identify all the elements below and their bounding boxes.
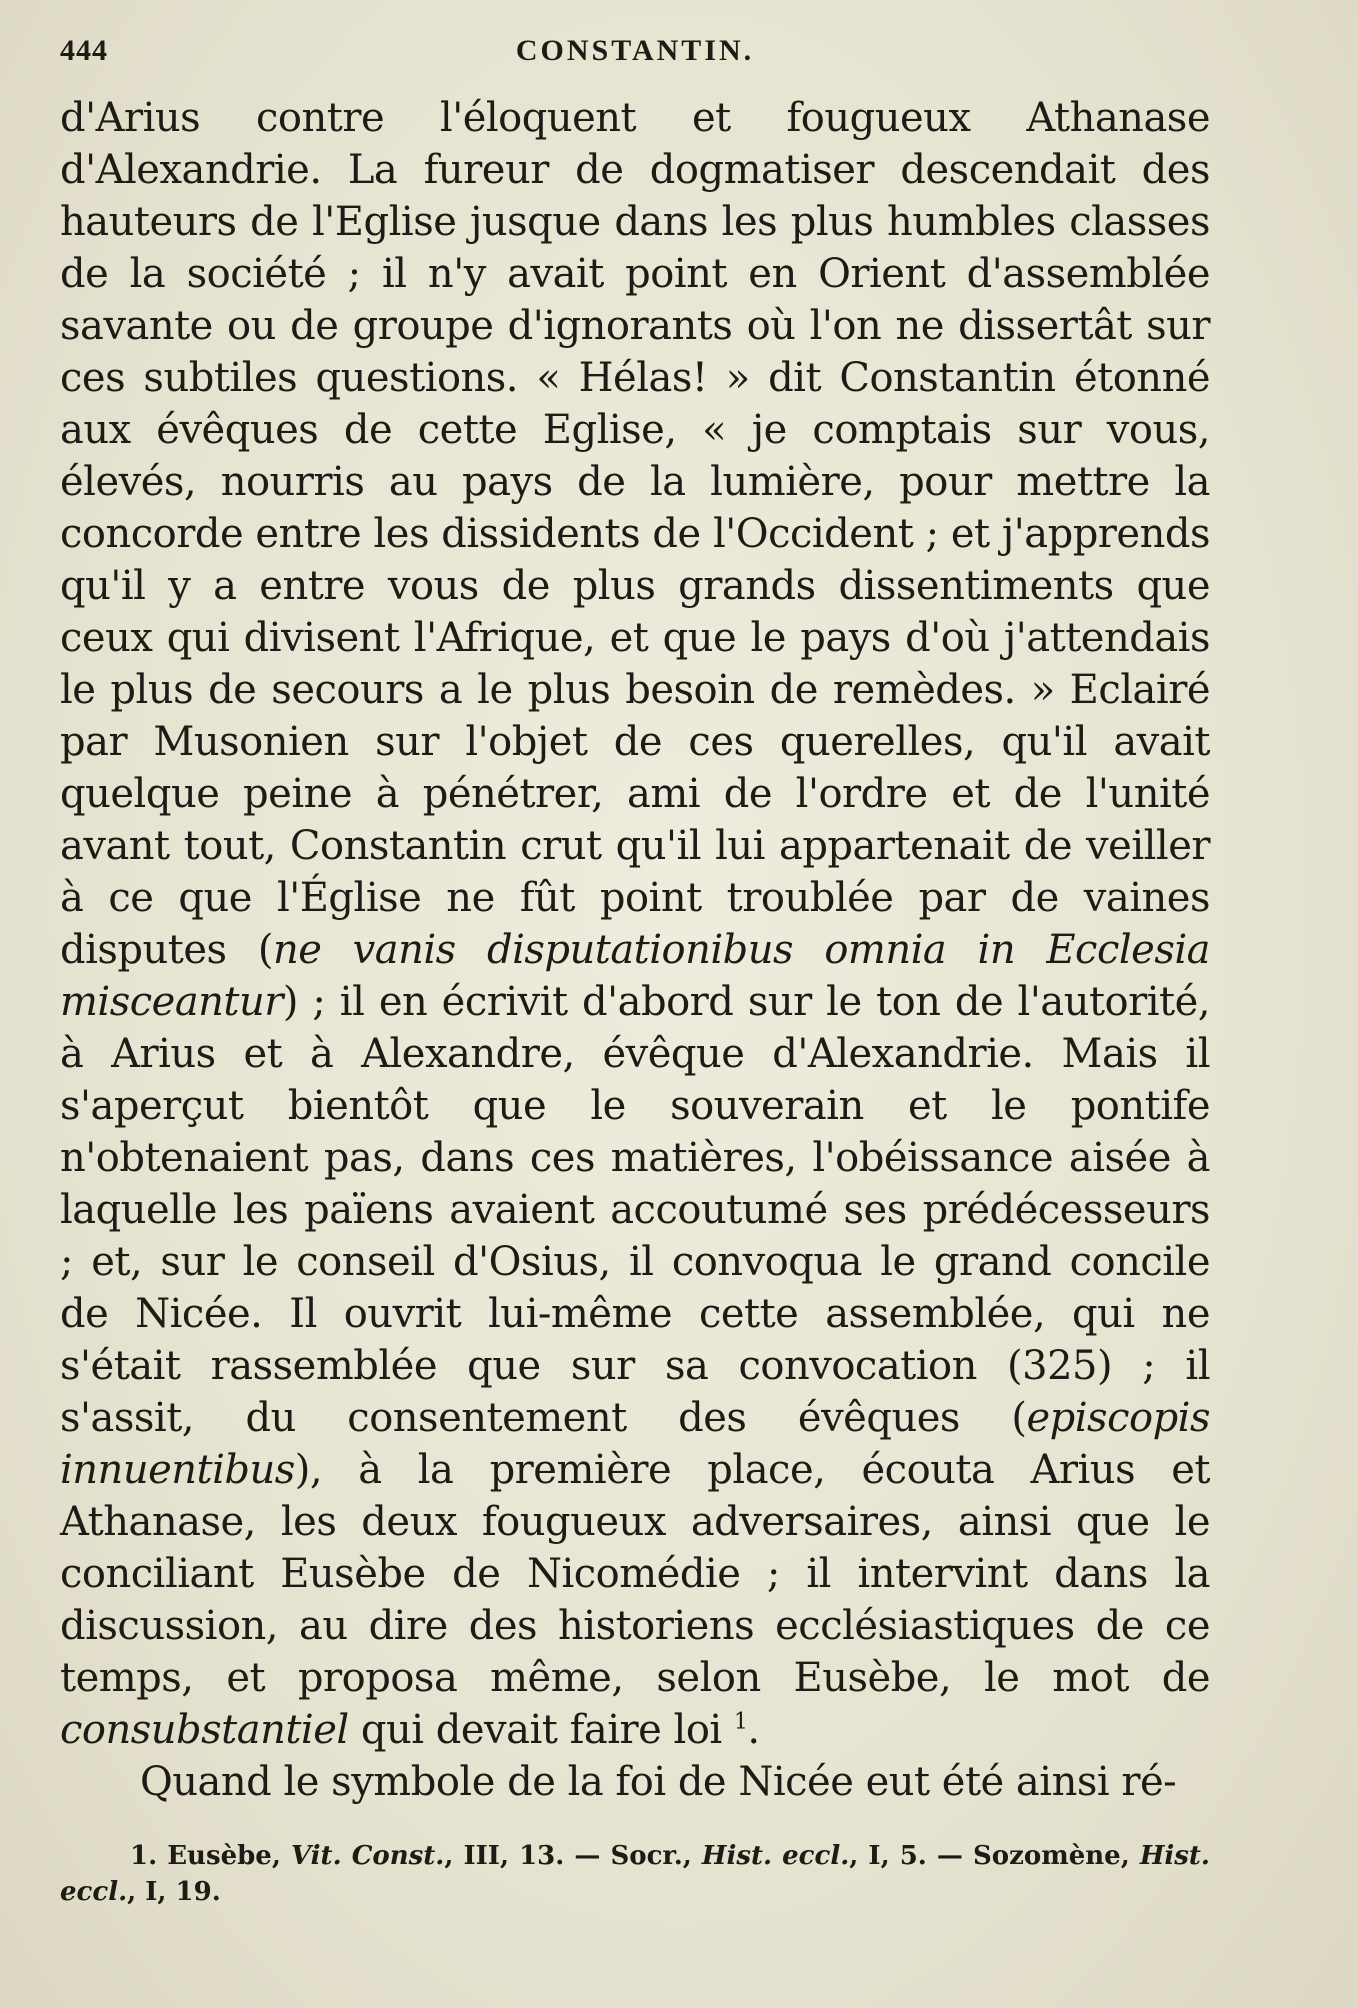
page-number: 444 (60, 34, 108, 67)
footnote-text-1: Eusèbe, (167, 1841, 291, 1871)
latin-quote-1: ne vanis disputationibus omnia in Ecclesia misceantur (60, 927, 1210, 1025)
paragraph-1-text-c: ), à la première place, écouta Arius et Athanase, les deux fougueux adversaires, ainsi que le conciliant Eusèbe de Nicomédie ; il intervint dans la discussion, au dire des historiens ecclésiastiques de ce temps, et proposa même, selon Eusèbe, le mot de (60, 1447, 1210, 1701)
paragraph-1 (60, 92, 1210, 1756)
latin-quote-2: episcopis innuentibus (60, 1395, 1210, 1493)
footnote-text-2: , III, 13. — Socr., (444, 1841, 702, 1871)
paragraph-1-text-e: . (747, 1707, 760, 1753)
paragraph-1-text-b: ) ; il en écrivit d'abord sur le ton de l'autorité, à Arius et à Alexandre, évêque d'Alexandrie. Mais il s'aperçut bientôt que le souverain et le pontife n'obtenaient pas, dans ces matières, l'obéissance aisée à laquelle les païens avaient accoutumé ses prédécesseurs ; et, sur le conseil d'Osius, il convoqua le grand concile de Nicée. Il ouvrit lui-même cette assemblée, qui ne s'était rassemblée que sur sa convocation (325) ; il s'assit, du consentement des évêques ( (60, 979, 1210, 1441)
footnote-title-3: Hist. eccl. (60, 1841, 1210, 1907)
paragraph-1-text-a: d'Arius contre l'éloquent et fougueux Athanase d'Alexandrie. La fureur de dogmatiser descendait des hauteurs de l'Eglise jusque dans les plus humbles classes de la société ; il n'y avait point en Orient d'assemblée savante ou de groupe d'ignorants où l'on ne dissertât sur ces subtiles questions. « Hélas! » dit Constantin étonné aux évêques de cette Eglise, « je comptais sur vous, élevés, nourris au pays de la lumière, pour mettre la concorde entre les dissidents de l'Occident ; et j'apprends qu'il y a entre vous de plus grands dissentiments que ceux qui divisent l'Afrique, et que le pays d'où j'attendais le plus de secours a le plus besoin de remèdes. » Eclairé par Musonien sur l'objet de ces querelles, qu'il avait quelque peine à pénétrer, ami de l'ordre et de l'unité avant tout, Constantin crut qu'il lui appartenait de veiller à ce que l'Église ne fût point troublée par de vaines disputes ( (60, 95, 1210, 973)
footnote-title-2: Hist. eccl. (701, 1841, 850, 1871)
footnote-reference[interactable]: 1 (733, 1709, 748, 1735)
body-text (60, 92, 1210, 1808)
book-page (60, 30, 1210, 1980)
footnote-text-3: , I, 5. — Sozomène, (849, 1841, 1140, 1871)
paragraph-2: Quand le symbole de la foi de Nicée eut été ainsi ré- (140, 1759, 1177, 1805)
footnote-title-1: Vit. Const. (290, 1841, 445, 1871)
footnote-text-4: , I, 19. (127, 1877, 221, 1907)
footnote (60, 1838, 1210, 1910)
term-consubstantiel: consubstantiel (60, 1707, 349, 1753)
paragraph-1-text-d: qui devait faire loi (348, 1707, 734, 1753)
running-title: CONSTANTIN. (515, 34, 755, 67)
running-head (60, 30, 1210, 84)
footnote-marker: 1. (130, 1841, 168, 1871)
